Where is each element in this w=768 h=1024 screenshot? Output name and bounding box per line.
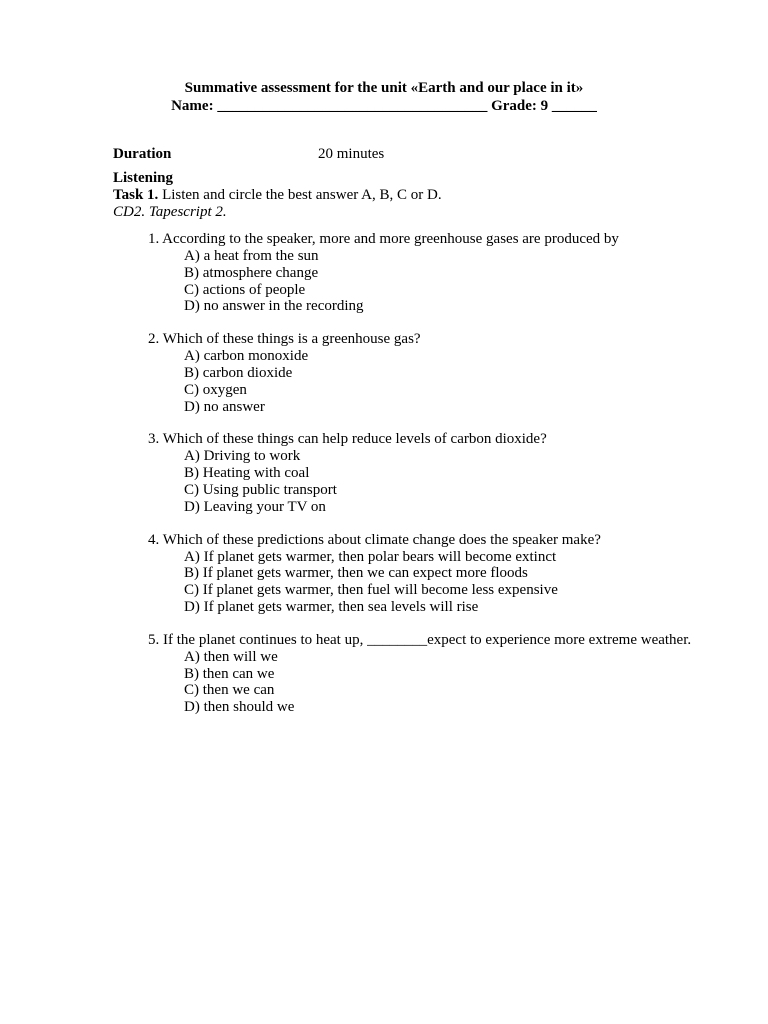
answer-options bbox=[184, 448, 748, 515]
answer-option-a[interactable]: A) carbon monoxide bbox=[184, 348, 309, 365]
question-3 bbox=[148, 431, 748, 515]
answer-option-a[interactable]: A) Driving to work bbox=[184, 448, 301, 465]
answer-option-c[interactable]: C) then we can bbox=[184, 682, 275, 699]
task-instruction: Listen and circle the best answer A, B, C or D. bbox=[162, 187, 442, 203]
answer-options bbox=[184, 549, 748, 616]
answer-option-c[interactable]: C) If planet gets warmer, then fuel will become less expensive bbox=[184, 582, 558, 599]
tapescript-source: CD2. Tapescript 2. bbox=[113, 204, 227, 220]
question-text: 5. If the planet continues to heat up, ________expect to experience more extreme weather. bbox=[148, 631, 692, 648]
answer-option-a[interactable]: A) then will we bbox=[184, 648, 278, 665]
answer-option-c[interactable]: C) oxygen bbox=[184, 381, 247, 398]
answer-options bbox=[184, 248, 748, 315]
answer-option-c[interactable]: C) actions of people bbox=[184, 281, 306, 298]
question-2 bbox=[148, 331, 748, 415]
question-text: 1. According to the speaker, more and more greenhouse gases are produced by bbox=[148, 231, 619, 247]
grade-field: ______ bbox=[551, 98, 597, 114]
answer-option-b[interactable]: B) If planet gets warmer, then we can expect more floods bbox=[184, 565, 528, 582]
question-1 bbox=[148, 231, 748, 315]
task-label: Task 1. bbox=[113, 187, 159, 203]
question-text: 4. Which of these predictions about climate change does the speaker make? bbox=[148, 531, 601, 548]
answer-option-b[interactable]: B) carbon dioxide bbox=[184, 364, 293, 381]
duration-value: 20 minutes bbox=[318, 146, 385, 162]
duration-label: Duration bbox=[113, 146, 172, 162]
grade-label: Grade: 9 bbox=[491, 98, 549, 114]
answer-option-b[interactable]: B) atmosphere change bbox=[184, 264, 319, 281]
answer-option-d[interactable]: D) If planet gets warmer, then sea levels will rise bbox=[184, 598, 479, 615]
answer-option-d[interactable]: D) no answer bbox=[184, 398, 265, 415]
answer-option-d[interactable]: D) Leaving your TV on bbox=[184, 498, 326, 515]
question-4 bbox=[148, 532, 748, 616]
question-text: 2. Which of these things is a greenhouse gas? bbox=[148, 331, 421, 348]
section-title: Listening bbox=[113, 170, 174, 186]
answer-option-a[interactable]: A) a heat from the sun bbox=[184, 248, 319, 264]
answer-option-d[interactable]: D) no answer in the recording bbox=[184, 298, 364, 315]
question-5 bbox=[148, 632, 748, 716]
answer-options bbox=[184, 348, 748, 415]
question-list bbox=[148, 231, 748, 732]
name-label: Name: bbox=[171, 98, 214, 114]
answer-option-b[interactable]: B) Heating with coal bbox=[184, 465, 310, 482]
name-field: ____________________________________ bbox=[217, 98, 488, 114]
answer-option-c[interactable]: C) Using public transport bbox=[184, 481, 337, 498]
question-text: 3. Which of these things can help reduce levels of carbon dioxide? bbox=[148, 431, 547, 448]
answer-options bbox=[184, 649, 748, 716]
name-grade-line bbox=[0, 97, 768, 115]
answer-option-d[interactable]: D) then should we bbox=[184, 699, 295, 716]
answer-option-b[interactable]: B) then can we bbox=[184, 665, 275, 682]
answer-option-a[interactable]: A) If planet gets warmer, then polar bears will become extinct bbox=[184, 548, 557, 565]
task-instruction-line bbox=[113, 186, 442, 204]
document-title: Summative assessment for the unit «Earth and our place in it» bbox=[184, 80, 584, 96]
